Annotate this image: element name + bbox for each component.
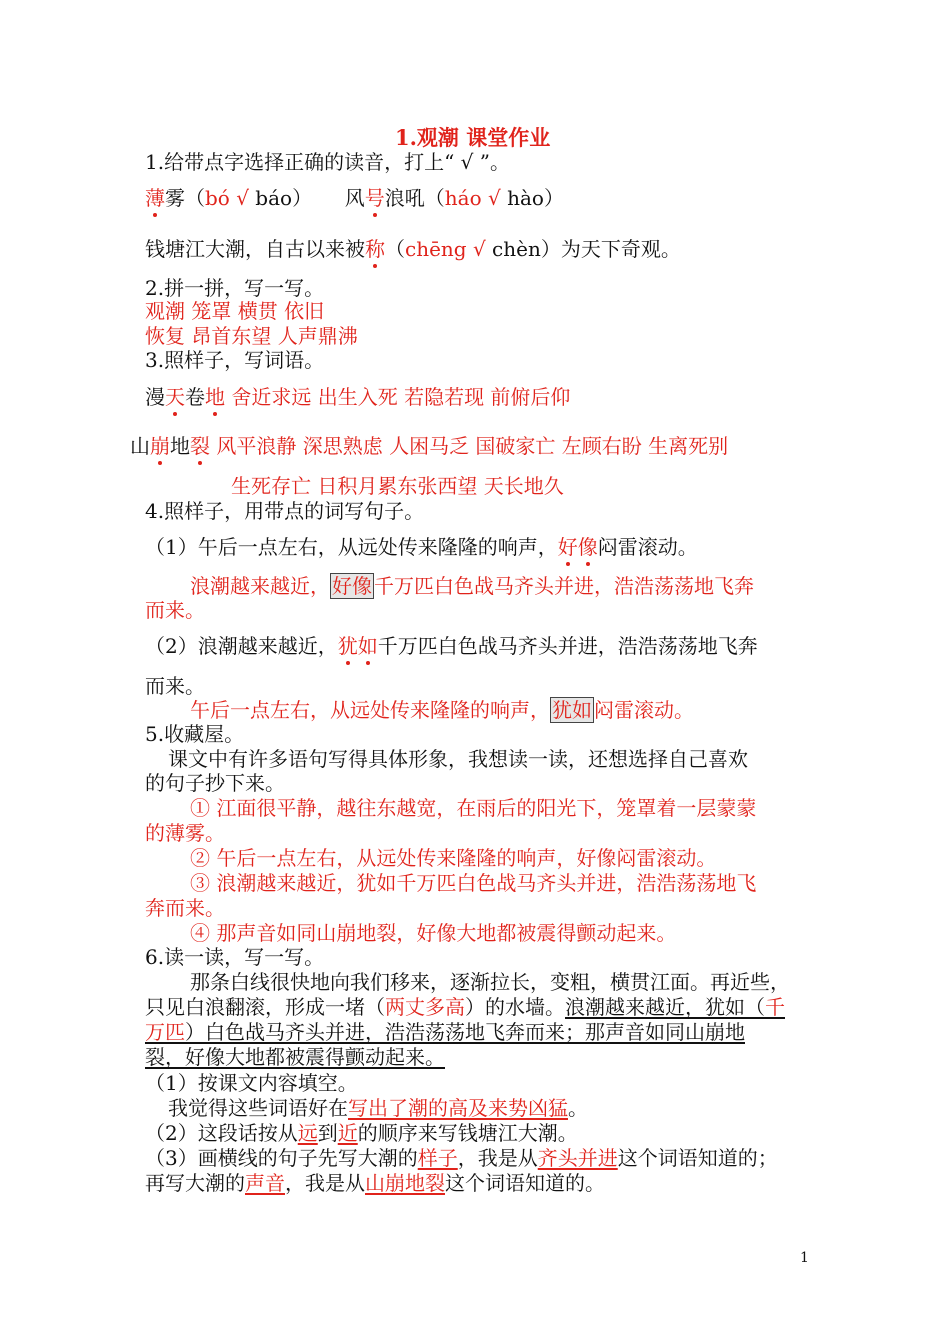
answer: háo √ bbox=[444, 186, 501, 210]
dotted-char: 薄 bbox=[145, 186, 165, 210]
answer: 齐头并进 bbox=[537, 1146, 618, 1170]
q6-passage-line2: 只见白浪翻滚，形成一堵（两丈多高）的水墙。浪潮越来越近，犹如（千 bbox=[145, 995, 785, 1019]
answer: 两丈多高 bbox=[385, 995, 465, 1019]
q4-answer1: 浪潮越来越近， 好像 千万匹白色战马齐头并进，浩浩荡荡地飞奔 bbox=[190, 574, 754, 598]
answer: 远 bbox=[297, 1121, 318, 1145]
q3-example1: 漫天卷地 舍近求远 出生入死 若隐若现 前俯后仰 bbox=[145, 385, 571, 409]
q5-item4: ④ 那声音如同山崩地裂，好像大地都被震得颤动起来。 bbox=[190, 921, 677, 945]
answer: 风平浪静 深思熟虑 人困马乏 国破家亡 左顾右盼 生离死别 bbox=[210, 434, 729, 458]
answer: chēng √ bbox=[405, 237, 486, 261]
q2-answer-line1: 观潮 笼罩 横贯 依旧 bbox=[145, 299, 325, 323]
q3-heading: 3.照样子，写词语。 bbox=[145, 348, 325, 372]
q6-sub2: （2）这段话按从远到近的顺序来写钱塘江大潮。 bbox=[145, 1121, 578, 1145]
q5-heading: 5.收藏屋。 bbox=[145, 722, 245, 746]
q5-item1-cont: 的薄雾。 bbox=[145, 821, 225, 845]
q6-passage-line4: 裂，好像大地都被震得颤动起来。 bbox=[145, 1045, 445, 1069]
q2-answer-line2: 恢复 昂首东望 人声鼎沸 bbox=[145, 324, 358, 348]
answer: 近 bbox=[337, 1121, 358, 1145]
q6-passage-line3: 万匹）白色战马齐头并进，浩浩荡荡地飞奔而来；那声音如同山崩地 bbox=[145, 1020, 745, 1044]
underlined-sentence: 浪潮越来越近，犹如（千 bbox=[565, 995, 785, 1019]
q1-line1: 薄雾（bó √ báo） 风号浪吼（háo √ hào） bbox=[145, 186, 564, 210]
dotted-char: 号 bbox=[364, 186, 385, 210]
q1-heading: 1.给带点字选择正确的读音，打上“ √ ”。 bbox=[145, 150, 510, 174]
q4-sentence1: （1）午后一点左右，从远处传来隆隆的响声，好像闷雷滚动。 bbox=[145, 535, 698, 559]
q5-intro1: 课文中有许多语句写得具体形象，我想读一读，还想选择自己喜欢 bbox=[168, 747, 748, 771]
q6-sub1: （1）按课文内容填空。 bbox=[145, 1071, 358, 1095]
q6-heading: 6.读一读，写一写。 bbox=[145, 945, 325, 969]
q5-item3: ③ 浪潮越来越近，犹如千万匹白色战马齐头并进，浩浩荡荡地飞 bbox=[190, 871, 757, 895]
answer: 样子 bbox=[417, 1146, 458, 1170]
answer: 舍近求远 出生入死 若隐若现 前俯后仰 bbox=[225, 385, 571, 409]
answer: 写出了潮的高及来势凶猛 bbox=[348, 1096, 568, 1120]
boxed-word: 犹如 bbox=[552, 698, 592, 722]
q4-sentence2: （2）浪潮越来越近，犹如千万匹白色战马齐头并进，浩浩荡荡地飞奔 bbox=[145, 634, 758, 658]
dotted-char: 称 bbox=[365, 237, 385, 261]
q4-answer1-cont: 而来。 bbox=[145, 598, 205, 622]
q6-sub3: （3）画横线的句子先写大潮的样子，我是从齐头并进这个词语知道的； bbox=[145, 1146, 778, 1170]
page-title: 1.观潮 课堂作业 bbox=[395, 125, 551, 150]
page-number: 1 bbox=[800, 1250, 809, 1266]
q5-intro2: 的句子抄下来。 bbox=[145, 771, 285, 795]
q5-item3-cont: 奔而来。 bbox=[145, 896, 225, 920]
q6-sub3-cont: 再写大潮的声音，我是从山崩地裂这个词语知道的。 bbox=[145, 1171, 605, 1195]
answer: 声音 bbox=[245, 1171, 285, 1195]
answer: 山崩地裂 bbox=[365, 1171, 445, 1195]
q6-sub1-answer: 我觉得这些词语好在写出了潮的高及来势凶猛。 bbox=[168, 1096, 588, 1120]
q2-heading: 2.拼一拼，写一写。 bbox=[145, 276, 325, 300]
q6-passage-line1: 那条白线很快地向我们移来，逐渐拉长，变粗，横贯江面。再近些， bbox=[190, 970, 790, 994]
q5-item1: ① 江面很平静，越往东越宽，在雨后的阳光下，笼罩着一层蒙蒙 bbox=[190, 796, 757, 820]
q4-heading: 4.照样子，用带点的词写句子。 bbox=[145, 499, 425, 523]
answer: bó √ bbox=[205, 186, 249, 210]
answer: 万匹 bbox=[145, 1020, 185, 1044]
q4-sentence2-cont: 而来。 bbox=[145, 674, 205, 698]
q3-example2: 山崩地裂 风平浪静 深思熟虑 人困马乏 国破家亡 左顾右盼 生离死别 bbox=[130, 434, 729, 458]
boxed-word: 好像 bbox=[332, 574, 372, 598]
q3-answer-line2: 生死存亡 日积月累东张西望 天长地久 bbox=[231, 474, 564, 498]
q5-item2: ② 午后一点左右，从远处传来隆隆的响声，好像闷雷滚动。 bbox=[190, 846, 717, 870]
q1-line2: 钱塘江大潮，自古以来被称（chēng √ chèn）为天下奇观。 bbox=[145, 237, 681, 261]
q4-answer2: 午后一点左右，从远处传来隆隆的响声， 犹如 闷雷滚动。 bbox=[190, 698, 694, 722]
